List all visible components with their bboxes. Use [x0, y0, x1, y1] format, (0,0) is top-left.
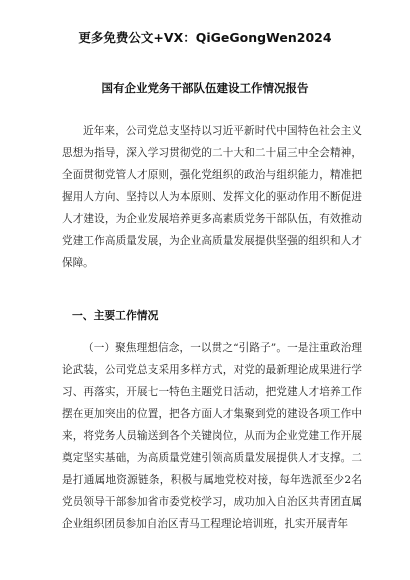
section-heading: 一、主要工作情况 — [72, 309, 159, 322]
watermark-header: 更多免费公文+VX：QiGeGongWen2024 — [78, 30, 332, 45]
body-paragraph: （一）聚焦理想信念，一以贯之“引路子”。一是注重政治理论武装，公司党总支采用多样方式，对党的最新理论成果进行学习、再落实，开展七一特色主题党日活动，把党建人才培养工作摆在更加突出的位置，把各方面人才集聚到党的建设各项工作中来，将党务人员输送到各个关键岗位，从而为企业党建工作开展奠定坚实基础，为高质量党建引领高质量发展提供人才支撑。二是打通属地资源链条，积极与属地党校对接，每年选派至少2名党员领导干部参加省市委党校学习，成功加入自治区共青团直属企业组织团员参加自治区青马工程理论培训班，扎实开展青年 — [62, 342, 362, 530]
intro-paragraph: 近年来，公司党总支坚持以习近平新时代中国特色社会主义思想为指导，深入学习贯彻党的二十大和二十届三中全会精神，全面贯彻党管人才原则，强化党组织的政治与组织能力，精准把握用人方向、坚持以人为本原则、发挥文化的驱动作用不断促进人才建设，为企业发展培养更多高素质党务干部队伍，有效推动党建工作高质量发展，为企业高质量发展提供坚强的组织和人才保障。 — [62, 125, 362, 269]
document-title: 国有企业党务干部队伍建设工作情况报告 — [101, 81, 309, 95]
